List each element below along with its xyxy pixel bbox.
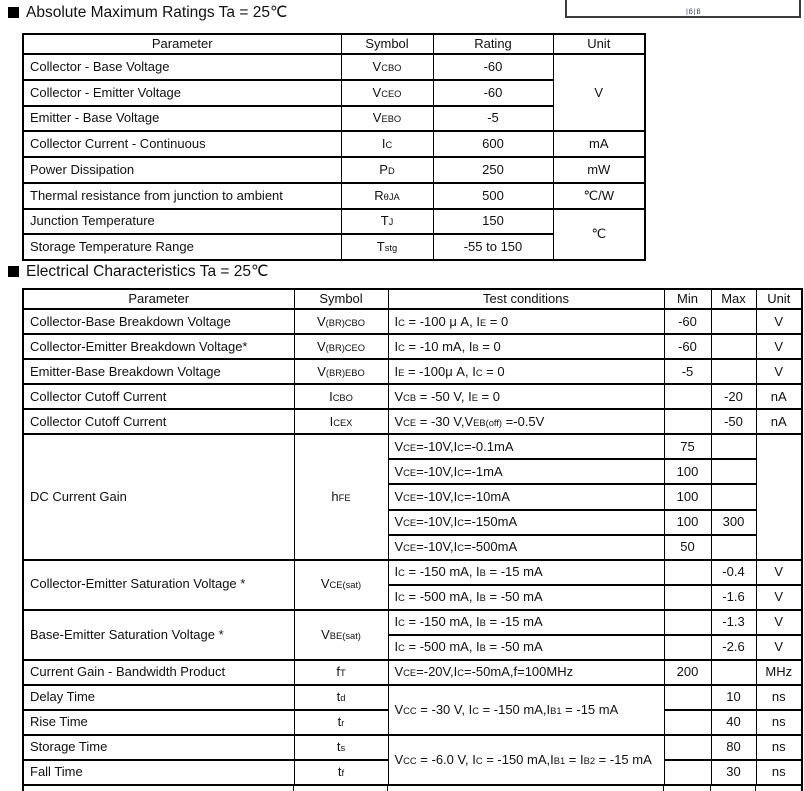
unit-cell: ns: [756, 735, 802, 760]
table-row: [23, 157, 645, 183]
param-header: Parameter: [23, 34, 341, 54]
max-cell: 10: [711, 685, 756, 710]
param-cell: Collector Cutoff Current: [23, 409, 294, 434]
subscript: EB(off): [473, 417, 503, 428]
elec-table: [22, 288, 803, 786]
subscript: E: [471, 392, 478, 403]
table-row: [23, 54, 645, 80]
subscript: C: [472, 705, 479, 716]
max-cell: [711, 535, 756, 560]
subscript: T: [339, 668, 346, 679]
min-cell: 100: [664, 510, 711, 535]
table-row: [23, 409, 802, 434]
cond-cell: IC = -150 mA, IB = -15 mA: [388, 610, 664, 635]
table-row: [23, 359, 802, 384]
symbol-cell: V(BR)EBO: [294, 359, 388, 384]
min-cell: 200: [664, 660, 711, 685]
param-cell: Emitter - Base Voltage: [23, 106, 341, 132]
min-cell: [664, 384, 711, 409]
min-cell: [664, 585, 711, 610]
max-cell: 300: [711, 510, 756, 535]
symbol-header: Symbol: [294, 289, 388, 309]
unit-header: Unit: [756, 289, 802, 309]
cond-cell: IC = -500 mA, IB = -50 mA: [388, 635, 664, 660]
subscript: CBO: [332, 392, 353, 403]
min-cell: [664, 685, 711, 710]
subscript: CC: [403, 705, 417, 716]
min-cell: [664, 409, 711, 434]
subscript: C: [398, 342, 405, 353]
max-cell: -2.6: [711, 635, 756, 660]
subscript: CE: [403, 417, 417, 428]
rating-cell: -60: [433, 80, 553, 106]
table-row: [23, 80, 645, 106]
min-cell: 75: [664, 434, 711, 459]
param-cell: Collector-Emitter Saturation Voltage *: [23, 560, 294, 610]
table-row: [23, 434, 802, 459]
param-cell: Fall Time: [23, 760, 294, 785]
rating-cell: -55 to 150: [433, 234, 553, 260]
param-cell: Power Dissipation: [23, 157, 341, 183]
cond-cell: VCC = -30 V, IC = -150 mA,IB1 = -15 mA: [388, 685, 664, 735]
rating-header: Rating: [433, 34, 553, 54]
subscript: C: [385, 140, 393, 151]
rating-cell: 600: [433, 131, 553, 157]
min-cell: -5: [664, 359, 711, 384]
subscript: CE: [403, 442, 417, 453]
cond-cell: VCE = -30 V,VEB(off) =-0.5V: [388, 409, 664, 434]
subscript: FE: [338, 492, 351, 503]
table-row: [23, 685, 802, 710]
min-cell: [664, 610, 711, 635]
subscript: (BR)CEO: [325, 342, 366, 353]
table-continuation-stubs: [0, 786, 804, 791]
subscript: B2: [583, 755, 596, 766]
cond-cell: VCC = -6.0 V, IC = -150 mA,IB1 = IB2 = -15 mA: [388, 735, 664, 785]
cond-cell: IC = -100 μ A, IE = 0: [388, 309, 664, 334]
subscript: C: [457, 542, 464, 553]
symbol-cell: V(BR)CBO: [294, 309, 388, 334]
param-cell: Current Gain - Bandwidth Product: [23, 660, 294, 685]
subscript: r: [341, 718, 345, 729]
header-row: [23, 289, 802, 309]
unit-header: Unit: [553, 34, 645, 54]
rating-cell: -5: [433, 106, 553, 132]
clipped-drawing-text: g|g|: [685, 8, 701, 15]
elec-section-title: [8, 262, 268, 281]
cond-cell: IC = -150 mA, IB = -15 mA: [388, 560, 664, 585]
subscript: C: [398, 618, 405, 629]
grid-line-stub: [710, 786, 711, 791]
param-cell: Emitter-Base Breakdown Voltage: [23, 359, 294, 384]
unit-cell: ns: [756, 760, 802, 785]
min-cell: 100: [664, 484, 711, 509]
table-row: [23, 560, 802, 585]
symbol-cell: td: [294, 685, 388, 710]
subscript: CB: [403, 392, 417, 403]
param-cell: Rise Time: [23, 710, 294, 735]
table-row: [23, 234, 645, 260]
param-cell: Thermal resistance from junction to ambient: [23, 183, 341, 209]
subscript: f: [341, 768, 345, 779]
table-row: [23, 334, 802, 359]
max-cell: [711, 484, 756, 509]
subscript: B1: [550, 705, 562, 716]
table-row: [23, 106, 645, 132]
max-cell: [711, 434, 756, 459]
unit-cell: nA: [756, 409, 802, 434]
param-cell: Storage Temperature Range: [23, 234, 341, 260]
param-cell: Collector Current - Continuous: [23, 131, 341, 157]
symbol-cell: TJ: [341, 209, 433, 235]
abs-max-section-title: [8, 3, 287, 22]
subscript: CE: [403, 492, 417, 503]
unit-cell: ℃/W: [553, 183, 645, 209]
param-cell: Base-Emitter Saturation Voltage *: [23, 610, 294, 660]
subscript: EBO: [381, 114, 402, 125]
max-cell: -50: [711, 409, 756, 434]
symbol-cell: RθJA: [341, 183, 433, 209]
subscript: CE(sat): [329, 580, 362, 591]
unit-cell: mA: [553, 131, 645, 157]
min-cell: 50: [664, 535, 711, 560]
max-cell: -1.3: [711, 610, 756, 635]
max-cell: [711, 334, 756, 359]
unit-cell: ns: [756, 710, 802, 735]
symbol-cell: VEBO: [341, 106, 433, 132]
param-cell: Junction Temperature: [23, 209, 341, 235]
cond-header: Test conditions: [388, 289, 664, 309]
unit-cell: mW: [553, 157, 645, 183]
table-row: [23, 384, 802, 409]
symbol-cell: VCE(sat): [294, 560, 388, 610]
param-header: Parameter: [23, 289, 294, 309]
symbol-cell: VBE(sat): [294, 610, 388, 660]
subscript: d: [340, 693, 346, 704]
subscript: CEO: [381, 88, 402, 99]
max-cell: [711, 660, 756, 685]
subscript: CE: [403, 517, 417, 528]
subscript: C: [475, 367, 483, 378]
cond-cell: VCE=-10V,IC=-150mA: [388, 510, 664, 535]
min-cell: [664, 635, 711, 660]
cond-cell: VCE=-10V,IC=-10mA: [388, 484, 664, 509]
subscript: C: [398, 317, 405, 328]
subscript: (BR)EBO: [325, 367, 365, 378]
rating-cell: 250: [433, 157, 553, 183]
subscript: C: [457, 517, 464, 528]
table-row: [23, 660, 802, 685]
rating-cell: 150: [433, 209, 553, 235]
max-cell: -0.4: [711, 560, 756, 585]
unit-cell: V: [756, 610, 802, 635]
subscript: B1: [553, 755, 566, 766]
unit-cell: V: [553, 54, 645, 131]
subscript: C: [457, 492, 464, 503]
subscript: C: [457, 442, 464, 453]
max-cell: [711, 459, 756, 484]
cond-cell: VCB = -50 V, IE = 0: [388, 384, 664, 409]
symbol-header: Symbol: [341, 34, 433, 54]
max-cell: [711, 309, 756, 334]
section-marker-icon: [8, 266, 19, 277]
subscript: CBO: [381, 62, 402, 73]
symbol-cell: PD: [341, 157, 433, 183]
symbol-cell: V(BR)CEO: [294, 334, 388, 359]
cond-cell: IC = -500 mA, IB = -50 mA: [388, 585, 664, 610]
symbol-cell: ts: [294, 735, 388, 760]
min-header: Min: [664, 289, 711, 309]
grid-line-stub: [663, 786, 664, 791]
abs-max-title-text: Absolute Maximum Ratings Ta = 25℃: [26, 4, 288, 21]
max-cell: 40: [711, 710, 756, 735]
unit-cell: ℃: [553, 209, 645, 260]
clipped-package-drawing-box: [565, 0, 801, 18]
subscript: C: [457, 467, 464, 478]
symbol-cell: tf: [294, 760, 388, 785]
subscript: CEX: [333, 417, 353, 428]
subscript: C: [398, 592, 405, 603]
subscript: CE: [403, 467, 417, 478]
table-row: [23, 209, 645, 235]
symbol-cell: IC: [341, 131, 433, 157]
symbol-cell: VCEO: [341, 80, 433, 106]
rating-cell: -60: [433, 54, 553, 80]
subscript: (BR)CBO: [325, 317, 366, 328]
max-cell: 30: [711, 760, 756, 785]
param-cell: Collector - Base Voltage: [23, 54, 341, 80]
subscript: B: [479, 643, 486, 654]
table-row: [23, 735, 802, 760]
symbol-cell: ICEX: [294, 409, 388, 434]
subscript: BE(sat): [329, 630, 361, 641]
symbol-cell: Tstg: [341, 234, 433, 260]
section-marker-icon: [8, 7, 19, 18]
min-cell: -60: [664, 309, 711, 334]
subscript: B: [479, 567, 486, 578]
cond-cell: IC = -10 mA, IB = 0: [388, 334, 664, 359]
param-cell: Collector Cutoff Current: [23, 384, 294, 409]
unit-cell: MHz: [756, 660, 802, 685]
unit-cell: V: [756, 309, 802, 334]
unit-cell: ns: [756, 685, 802, 710]
cond-cell: VCE=-20V,IC=-50mA,f=100MHz: [388, 660, 664, 685]
subscript: D: [387, 165, 395, 176]
table-row: [23, 309, 802, 334]
rating-cell: 500: [433, 183, 553, 209]
param-cell: DC Current Gain: [23, 434, 294, 559]
min-cell: [664, 760, 711, 785]
min-cell: 100: [664, 459, 711, 484]
symbol-cell: ICBO: [294, 384, 388, 409]
symbol-cell: hFE: [294, 434, 388, 559]
unit-cell: V: [756, 334, 802, 359]
cond-cell: VCE=-10V,IC=-500mA: [388, 535, 664, 560]
table-row: [23, 183, 645, 209]
unit-cell: V: [756, 585, 802, 610]
subscript: C: [398, 643, 405, 654]
unit-cell: V: [756, 560, 802, 585]
grid-line-stub: [387, 786, 388, 791]
symbol-cell: tr: [294, 710, 388, 735]
subscript: C: [457, 668, 464, 679]
param-cell: Collector-Base Breakdown Voltage: [23, 309, 294, 334]
param-cell: Delay Time: [23, 685, 294, 710]
subscript: θJA: [383, 191, 400, 202]
max-cell: -20: [711, 384, 756, 409]
min-cell: -60: [664, 334, 711, 359]
subscript: CC: [403, 755, 417, 766]
cond-cell: VCE=-10V,IC=-0.1mA: [388, 434, 664, 459]
param-cell: Storage Time: [23, 735, 294, 760]
min-cell: [664, 710, 711, 735]
header-row: [23, 34, 645, 54]
param-cell: Collector - Emitter Voltage: [23, 80, 341, 106]
table-row: [23, 610, 802, 635]
subscript: E: [479, 317, 487, 328]
min-cell: [664, 735, 711, 760]
unit-cell: nA: [756, 384, 802, 409]
max-cell: -1.6: [711, 585, 756, 610]
abs-max-table: [22, 33, 646, 261]
grid-line-stub: [22, 786, 24, 791]
subscript: s: [340, 743, 346, 754]
subscript: C: [398, 567, 405, 578]
grid-line-stub: [801, 786, 803, 791]
subscript: E: [398, 367, 405, 378]
subscript: CE: [403, 542, 417, 553]
cond-cell: IE = -100μ A, IC = 0: [388, 359, 664, 384]
unit-cell: V: [756, 635, 802, 660]
elec-title-text: Electrical Characteristics Ta = 25℃: [26, 263, 269, 280]
subscript: B: [479, 592, 486, 603]
subscript: B: [479, 618, 486, 629]
subscript: CE: [403, 668, 417, 679]
grid-line-stub: [755, 786, 756, 791]
grid-line-stub: [293, 786, 294, 791]
symbol-cell: fT: [294, 660, 388, 685]
subscript: stg: [384, 243, 398, 254]
subscript: B: [472, 342, 479, 353]
min-cell: [664, 560, 711, 585]
max-cell: [711, 359, 756, 384]
max-header: Max: [711, 289, 756, 309]
unit-cell: [756, 434, 802, 559]
max-cell: 80: [711, 735, 756, 760]
symbol-cell: VCBO: [341, 54, 433, 80]
subscript: C: [475, 755, 483, 766]
table-row: [23, 131, 645, 157]
cond-cell: VCE=-10V,IC=-1mA: [388, 459, 664, 484]
unit-cell: V: [756, 359, 802, 384]
subscript: J: [388, 217, 394, 228]
param-cell: Collector-Emitter Breakdown Voltage*: [23, 334, 294, 359]
